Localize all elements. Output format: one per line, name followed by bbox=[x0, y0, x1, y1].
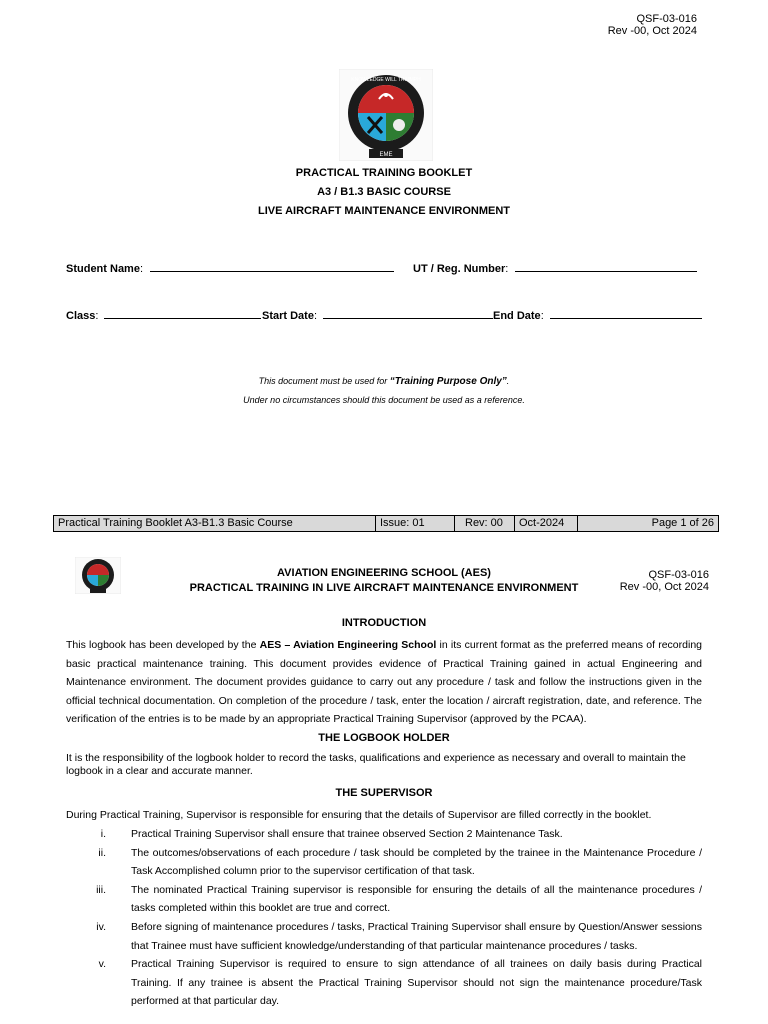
school-header: AVIATION ENGINEERING SCHOOL (AES) bbox=[277, 567, 491, 579]
list-number: iii. bbox=[96, 883, 106, 896]
intro-pre: This logbook has been developed by the bbox=[66, 639, 260, 651]
supervisor-intro: During Practical Training, Supervisor is responsible for ensuring that the details of Supervisor are filled correctly in the booklet. bbox=[66, 809, 652, 821]
usage-note-post: . bbox=[506, 376, 510, 386]
colon: : bbox=[505, 263, 509, 275]
class-label: Class bbox=[66, 310, 96, 322]
student-name-line[interactable] bbox=[150, 262, 394, 272]
logo-bottom-text: EME bbox=[379, 152, 393, 158]
introduction-heading: INTRODUCTION bbox=[341, 617, 427, 629]
booklet-title: PRACTICAL TRAINING BOOKLET bbox=[295, 167, 473, 179]
list-item bbox=[66, 825, 702, 844]
doc-code-block bbox=[608, 13, 697, 37]
environment-title: LIVE AIRCRAFT MAINTENANCE ENVIRONMENT bbox=[258, 205, 510, 217]
doc-code-block-p2 bbox=[620, 569, 709, 593]
list-item bbox=[66, 955, 702, 1011]
list-item bbox=[66, 844, 702, 881]
usage-note bbox=[0, 376, 768, 387]
usage-note-pre: This document must be used for bbox=[258, 376, 390, 386]
class-field[interactable] bbox=[66, 309, 261, 322]
footer-rev: Rev: 00 bbox=[455, 516, 515, 531]
list-number: ii. bbox=[98, 846, 106, 859]
course-title: A3 / B1.3 BASIC COURSE bbox=[317, 186, 451, 198]
colon: : bbox=[540, 310, 544, 322]
reg-number-label: UT / Reg. Number bbox=[413, 263, 506, 275]
footer-issue: Issue: 01 bbox=[376, 516, 455, 531]
list-text: Practical Training Supervisor shall ensure that trainee observed Section 2 Maintenance Task. bbox=[131, 828, 563, 840]
footer-page: Page 1 of 26 bbox=[651, 517, 714, 529]
student-name-field[interactable] bbox=[66, 262, 394, 275]
logbook-holder-paragraph: It is the responsibility of the logbook holder to record the tasks, qualifications and experience as necessary and overall to maintain the logbook in a clear and accurate manner. bbox=[66, 752, 686, 777]
colon: : bbox=[139, 263, 144, 275]
page-footer bbox=[53, 515, 719, 532]
intro-school-name: AES – Aviation Engineering School bbox=[259, 639, 437, 651]
colon: : bbox=[95, 310, 99, 322]
doc-revision: Rev -00, Oct 2024 bbox=[619, 581, 709, 593]
training-header: PRACTICAL TRAINING IN LIVE AIRCRAFT MAINTENANCE ENVIRONMENT bbox=[189, 582, 579, 594]
class-line[interactable] bbox=[104, 309, 261, 319]
doc-code: QSF-03-016 bbox=[636, 13, 697, 25]
usage-note-emphasis: “Training Purpose Only” bbox=[389, 376, 507, 387]
supervisor-heading: THE SUPERVISOR bbox=[335, 787, 433, 799]
school-emblem-logo bbox=[339, 69, 433, 161]
list-number: iv. bbox=[96, 920, 106, 933]
logbook-holder-heading: THE LOGBOOK HOLDER bbox=[318, 732, 450, 744]
list-item bbox=[66, 918, 702, 955]
start-date-line[interactable] bbox=[323, 309, 493, 319]
doc-revision: Rev -00, Oct 2024 bbox=[607, 25, 697, 37]
reg-number-field[interactable] bbox=[413, 262, 697, 275]
introduction-paragraph bbox=[66, 636, 702, 729]
list-item bbox=[66, 881, 702, 918]
list-number: i. bbox=[100, 828, 106, 840]
footer-booklet: Practical Training Booklet A3-B1.3 Basic Course bbox=[54, 516, 376, 531]
doc-code: QSF-03-016 bbox=[648, 569, 709, 581]
end-date-label: End Date bbox=[493, 310, 541, 322]
list-text: The nominated Practical Training supervisor is responsible for ensuring the details of all the maintenance procedures / tasks completed within this booklet are true and correct. bbox=[131, 883, 702, 915]
student-name-label: Student Name bbox=[66, 263, 140, 275]
intro-post: in its current format as the preferred means of recording basic practical maintenance training. This document provides evidence of Practical Training gained in actual Engineering and Maintenance environment. The document provides guidance to carry out any procedure / task and follow the instructions given in the official technical documentation. On completion of the procedure / task, enter the location / aircraft registration, date, and reference. The verification of the entries is to be made by an appropriate Practical Training Supervisor (approved by the PCAA). bbox=[66, 639, 702, 726]
list-text: Before signing of maintenance procedures / tasks, Practical Training Supervisor shall ensure by Question/Answer sessions that Trainee must have sufficient knowledge/understanding of that particular maintenance procedures / tasks. bbox=[131, 920, 702, 952]
supervisor-list bbox=[66, 825, 702, 1011]
end-date-line[interactable] bbox=[550, 309, 702, 319]
start-date-label: Start Date bbox=[262, 310, 314, 322]
reference-note: Under no circumstances should this document be used as a reference. bbox=[243, 395, 525, 405]
logo-top-text: KNOWLEDGE WILL TRIUMPH bbox=[351, 77, 421, 83]
end-date-field[interactable] bbox=[493, 309, 702, 322]
list-text: Practical Training Supervisor is required to ensure to sign attendance of all trainees on daily basis during Practical Training. If any trainee is absent the Practical Training Supervisor should not sign the maintenance procedure/Task performed at that particular day. bbox=[131, 958, 702, 1008]
footer-date: Oct-2024 bbox=[515, 516, 578, 531]
start-date-field[interactable] bbox=[262, 309, 493, 322]
list-number: v. bbox=[98, 958, 106, 971]
list-text: The outcomes/observations of each procedure / task should be completed by the trainee in the Maintenance Procedure / Task Accomplished column prior to the supervisor certification of that task. bbox=[131, 846, 702, 878]
reg-number-line[interactable] bbox=[515, 262, 697, 272]
colon: : bbox=[313, 310, 318, 322]
